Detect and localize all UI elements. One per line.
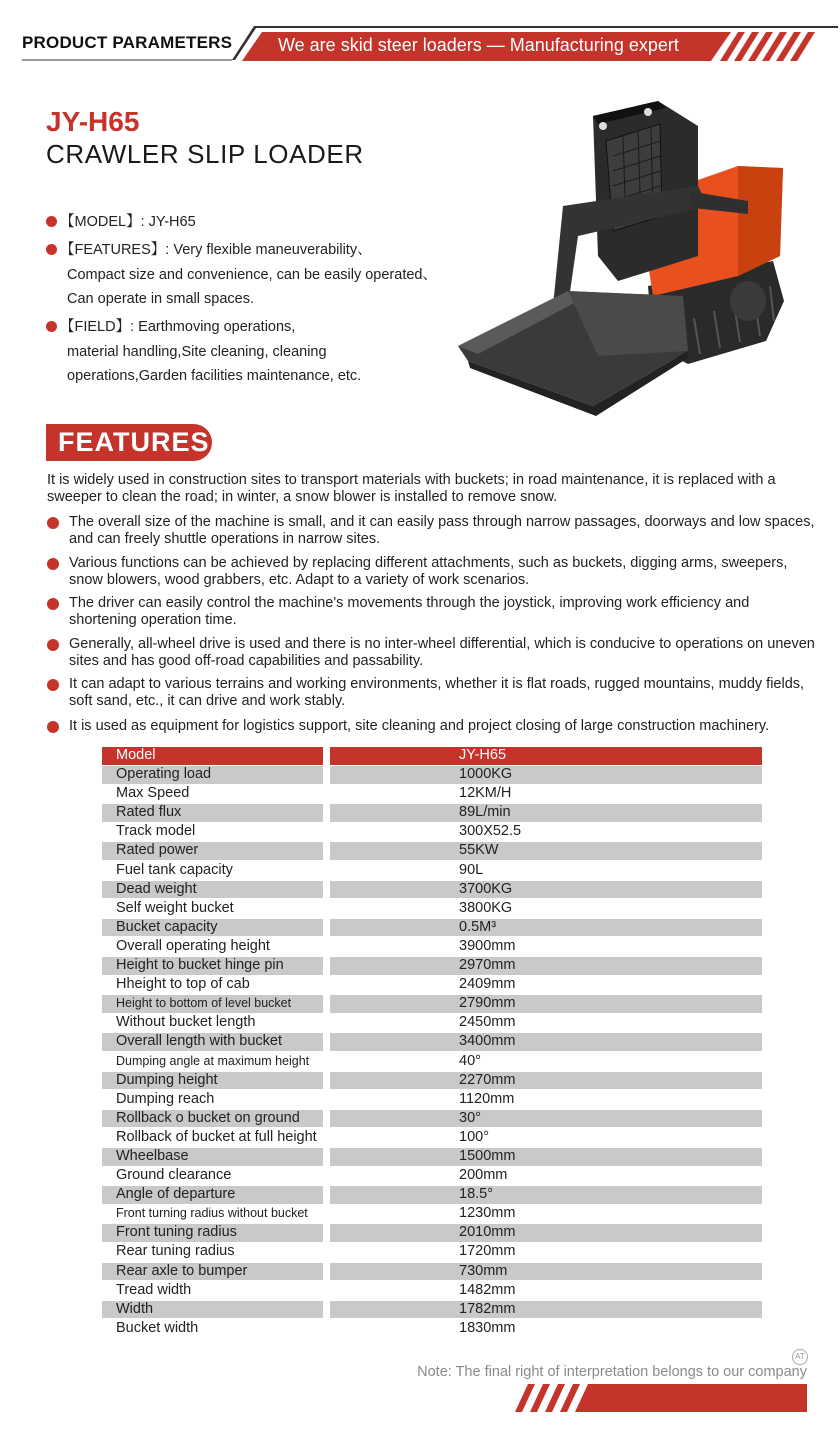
param-value: 1782mm bbox=[330, 1301, 762, 1319]
spec-field-line3: operations,Garden facilities maintenance, etc. bbox=[67, 368, 362, 384]
spec-features bbox=[46, 238, 437, 312]
param-label: Operating load bbox=[102, 766, 323, 784]
table-row bbox=[102, 881, 762, 900]
table-row bbox=[102, 1110, 762, 1129]
table-row bbox=[102, 1224, 762, 1243]
table-row bbox=[102, 766, 762, 785]
param-value: 40° bbox=[459, 1052, 481, 1069]
param-value: 12KM/H bbox=[459, 785, 512, 802]
feature-bullet bbox=[47, 595, 817, 628]
param-label: Overall operating height bbox=[116, 937, 270, 954]
spec-features-line1: 【FEATURES】: Very flexible maneuverability、 bbox=[60, 242, 372, 258]
feature-bullet-text: Various functions can be achieved by replacing different attachments, such as buckets, digging arms, sweepers, snow blowers, wood grabbers, etc. Adapt to a variety of work scenarios. bbox=[69, 555, 788, 588]
spec-features-line2: Compact size and convenience, can be easily operated、 bbox=[67, 266, 437, 283]
param-value: 2270mm bbox=[330, 1072, 762, 1090]
param-value: 300X52.5 bbox=[459, 823, 522, 840]
table-row bbox=[102, 1186, 762, 1205]
param-label: Hheight to top of cab bbox=[116, 976, 250, 993]
param-label: Bucket width bbox=[116, 1319, 199, 1336]
header-band bbox=[0, 0, 840, 70]
param-label: Height to bottom of level bucket bbox=[102, 995, 323, 1013]
bullet-dot bbox=[46, 244, 57, 255]
param-value: 3700KG bbox=[330, 881, 762, 899]
param-value: 2010mm bbox=[330, 1224, 762, 1242]
feature-bullet-text: The overall size of the machine is small, and it can easily pass through narrow passages, doorways and low spaces, and can freely shuttle operations in narrow sites. bbox=[69, 514, 815, 547]
param-value: 3400mm bbox=[330, 1033, 762, 1051]
param-value: 2450mm bbox=[459, 1014, 516, 1031]
table-row bbox=[102, 1072, 762, 1091]
param-value: 1830mm bbox=[459, 1319, 516, 1336]
param-label: Rated flux bbox=[102, 804, 323, 822]
bullet-dot bbox=[47, 679, 59, 691]
param-value: 1482mm bbox=[459, 1281, 516, 1298]
table-row bbox=[102, 900, 762, 919]
footer-graphic bbox=[0, 1380, 840, 1420]
param-value: 1230mm bbox=[459, 1205, 516, 1222]
feature-bullet-text: It is used as equipment for logistics support, site cleaning and project closing of large construction machinery. bbox=[69, 718, 770, 734]
feature-bullet bbox=[47, 676, 817, 709]
table-row bbox=[102, 938, 762, 957]
table-row bbox=[102, 1205, 762, 1224]
feature-bullet-text: The driver can easily control the machine's movements through the joystick, improving work efficiency and shortening operation time. bbox=[69, 595, 750, 628]
param-value: 3900mm bbox=[459, 937, 516, 954]
param-label: Track model bbox=[116, 823, 196, 840]
table-row bbox=[102, 919, 762, 938]
feature-bullet bbox=[47, 636, 817, 669]
param-value: 3800KG bbox=[459, 899, 513, 916]
param-label: Rear axle to bumper bbox=[102, 1263, 323, 1281]
spec-model bbox=[46, 210, 196, 235]
table-row bbox=[102, 1243, 762, 1262]
feature-bullet-text: Generally, all-wheel drive is used and there is no inter-wheel differential, which is conducive to operations on uneven sites and has good off-road capabilities and passability. bbox=[69, 636, 815, 669]
bullet-dot bbox=[47, 639, 59, 651]
param-label: Tread width bbox=[116, 1281, 192, 1298]
at-badge: AT bbox=[792, 1349, 808, 1365]
table-row bbox=[102, 842, 762, 861]
param-value: 0.5M³ bbox=[330, 919, 762, 937]
param-label: Bucket capacity bbox=[102, 919, 323, 937]
header-slogan: We are skid steer loaders — Manufacturing expert bbox=[278, 35, 679, 55]
param-value: 2970mm bbox=[330, 957, 762, 975]
spec-field-line2: material handling,Site cleaning, cleaning bbox=[67, 343, 327, 360]
param-value: 1720mm bbox=[459, 1243, 516, 1260]
table-row bbox=[102, 1301, 762, 1320]
table-header-value: JY-H65 bbox=[330, 747, 762, 765]
param-label: Dumping reach bbox=[116, 1090, 215, 1107]
header-title: PRODUCT PARAMETERS bbox=[22, 33, 233, 52]
feature-bullet bbox=[47, 718, 817, 735]
bullet-dot bbox=[47, 517, 59, 529]
param-label: Height to bucket hinge pin bbox=[102, 957, 323, 975]
spec-model-text: 【MODEL】: JY-H65 bbox=[60, 214, 196, 230]
feature-bullet bbox=[47, 555, 817, 588]
bullet-dot bbox=[46, 216, 57, 227]
param-value: 1000KG bbox=[330, 766, 762, 784]
param-value: 730mm bbox=[330, 1263, 762, 1281]
table-header-row bbox=[102, 747, 762, 766]
table-header-label: Model bbox=[102, 747, 323, 765]
bullet-dot bbox=[47, 598, 59, 610]
param-label: Max Speed bbox=[116, 785, 190, 802]
param-label: Overall length with bucket bbox=[102, 1033, 323, 1051]
param-label: Fuel tank capacity bbox=[116, 861, 233, 878]
table-row bbox=[102, 1091, 762, 1110]
param-label: Rear tuning radius bbox=[116, 1243, 235, 1260]
bullet-dot bbox=[47, 558, 59, 570]
table-row bbox=[102, 1282, 762, 1301]
param-label: Angle of departure bbox=[102, 1186, 323, 1204]
param-label: Front tuning radius bbox=[102, 1224, 323, 1242]
table-row bbox=[102, 995, 762, 1014]
table-row bbox=[102, 1263, 762, 1282]
features-intro: It is widely used in construction sites to transport materials with buckets; in road maintenance, it is replaced with a sweeper to clean the road; in winter, a snow blower is installed to remove snow. bbox=[47, 472, 776, 505]
param-label: Ground clearance bbox=[116, 1167, 232, 1184]
param-label: Dumping height bbox=[102, 1072, 323, 1090]
footer-note: Note: The final right of interpretation belongs to our company bbox=[417, 1364, 807, 1380]
table-row bbox=[102, 1129, 762, 1148]
product-subtitle: CRAWLER SLIP LOADER bbox=[46, 139, 364, 169]
param-label: Width bbox=[102, 1301, 323, 1319]
param-label: Self weight bucket bbox=[116, 899, 234, 916]
table-row bbox=[102, 785, 762, 804]
features-heading: FEATURES bbox=[46, 424, 212, 461]
param-label: Rated power bbox=[102, 842, 323, 860]
param-value: 30° bbox=[330, 1110, 762, 1128]
table-row bbox=[102, 1033, 762, 1052]
param-value: 200mm bbox=[459, 1167, 508, 1184]
spec-field bbox=[46, 315, 361, 389]
param-value: 89L/min bbox=[330, 804, 762, 822]
param-label: Rollback of bucket at full height bbox=[116, 1128, 317, 1145]
param-value: 18.5° bbox=[330, 1186, 762, 1204]
table-row bbox=[102, 862, 762, 881]
bullet-dot bbox=[47, 721, 59, 733]
param-value: 90L bbox=[459, 861, 484, 878]
param-label: Wheelbase bbox=[102, 1148, 323, 1166]
table-row bbox=[102, 1320, 762, 1339]
param-value: 2790mm bbox=[330, 995, 762, 1013]
feature-bullet-text: It can adapt to various terrains and working environments, whether it is flat roads, rugged mountains, muddy fields, soft sand, etc., it can drive and work stably. bbox=[69, 676, 805, 709]
table-row bbox=[102, 1053, 762, 1072]
table-row bbox=[102, 823, 762, 842]
param-value: 1500mm bbox=[330, 1148, 762, 1166]
param-value: 2409mm bbox=[459, 976, 516, 993]
table-row bbox=[102, 1014, 762, 1033]
param-value: 100° bbox=[459, 1128, 489, 1145]
param-label: Dead weight bbox=[102, 881, 323, 899]
parameter-table bbox=[102, 747, 762, 1339]
table-row bbox=[102, 1148, 762, 1167]
param-label: Front turning radius without bucket bbox=[116, 1206, 308, 1221]
param-value: 1120mm bbox=[459, 1090, 515, 1107]
table-row bbox=[102, 957, 762, 976]
param-value: 55KW bbox=[330, 842, 762, 860]
bullet-dot bbox=[46, 321, 57, 332]
spec-field-line1: 【FIELD】: Earthmoving operations, bbox=[60, 319, 296, 335]
table-row bbox=[102, 976, 762, 995]
param-label: Dumping angle at maximum height bbox=[116, 1053, 310, 1068]
table-row bbox=[102, 1167, 762, 1186]
table-row bbox=[102, 804, 762, 823]
spec-features-line3: Can operate in small spaces. bbox=[67, 291, 254, 307]
param-label: Rollback o bucket on ground bbox=[102, 1110, 323, 1128]
model-title: JY-H65 bbox=[46, 106, 140, 137]
feature-bullet bbox=[47, 514, 817, 547]
crawler-loader-image bbox=[448, 96, 794, 426]
param-label: Without bucket length bbox=[116, 1014, 256, 1031]
